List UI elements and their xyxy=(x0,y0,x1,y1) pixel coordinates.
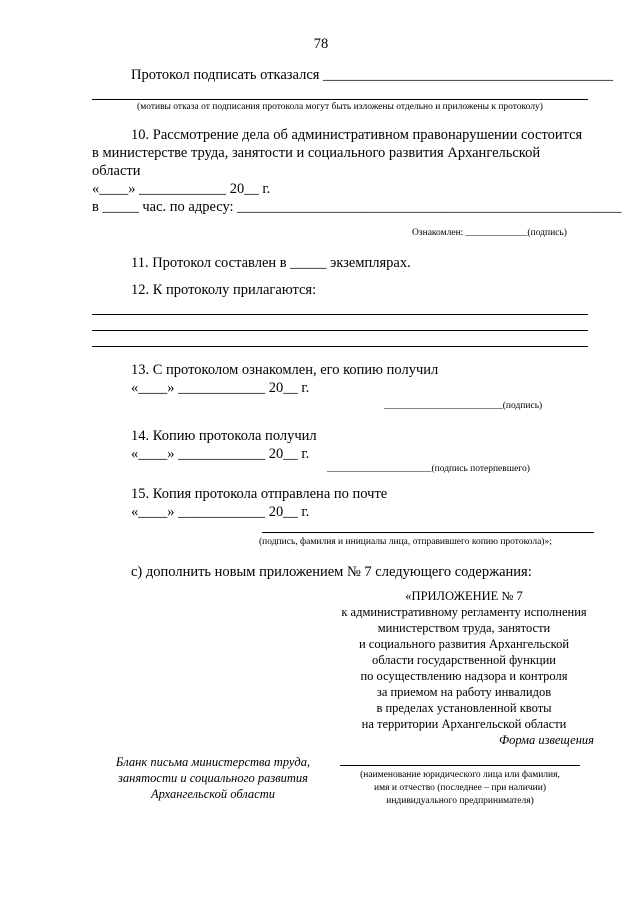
item15-text: 15. Копия протокола отправлена по почте xyxy=(131,486,388,502)
appendix-line: в пределах установленной квоты xyxy=(376,701,552,715)
item10-address: в _____ час. по адресу: _____________________________________________________ xyxy=(92,199,622,215)
item10-line3: области xyxy=(92,163,141,179)
appendix-line: за приемом на работу инвалидов xyxy=(376,685,552,699)
refusal-reason-line xyxy=(92,99,588,100)
refusal-line: Протокол подписать отказался ________________________________________ xyxy=(131,67,614,83)
recipient-line xyxy=(340,765,580,766)
item14-sign: ______________________(подпись потерпевшего) xyxy=(327,464,530,474)
item10-date: «____» ____________ 20__ г. xyxy=(92,181,271,197)
item13-text: 13. С протоколом ознакомлен, его копию получил xyxy=(131,362,439,378)
item10-ack: Ознакомлен: _____________(подпись) xyxy=(412,228,567,238)
attachment-line xyxy=(92,346,588,347)
item14-text: 14. Копию протокола получил xyxy=(131,428,317,444)
letterhead-line: занятости и социального развития xyxy=(118,771,308,785)
recipient-line-text: имя и отчество (последнее – при наличии) xyxy=(374,783,546,793)
appendix-line: области государственной функции xyxy=(372,653,556,667)
appendix-line: к административному регламенту исполнения xyxy=(341,605,587,619)
section-c: с) дополнить новым приложением № 7 следующего содержания: xyxy=(131,564,532,580)
attachment-line xyxy=(92,330,588,331)
recipient-block xyxy=(330,769,590,808)
appendix-block xyxy=(322,588,606,732)
appendix-line: и социального развития Архангельской xyxy=(358,637,570,651)
item15-sign: (подпись, фамилия и инициалы лица, отправившего копию протокола)»; xyxy=(259,537,552,547)
item14-date: «____» ____________ 20__ г. xyxy=(131,446,310,462)
item15-date: «____» ____________ 20__ г. xyxy=(131,504,310,520)
appendix-line: на территории Архангельской области xyxy=(361,717,567,731)
item12: 12. К протоколу прилагаются: xyxy=(131,282,317,298)
form-title: Форма извещения xyxy=(499,733,594,747)
item10-line2: в министерстве труда, занятости и социального развития Архангельской xyxy=(92,145,541,161)
appendix-line: министерством труда, занятости xyxy=(377,621,551,635)
appendix-title: «ПРИЛОЖЕНИЕ № 7 xyxy=(405,589,523,603)
letterhead-line: Бланк письма министерства труда, xyxy=(115,755,311,769)
item11: 11. Протокол составлен в _____ экземплярах. xyxy=(131,255,411,271)
recipient-line-text: индивидуального предпринимателя) xyxy=(386,796,534,806)
letterhead-line: Архангельской области xyxy=(150,787,275,801)
page-number: 78 xyxy=(313,36,329,52)
attachment-line xyxy=(92,314,588,315)
item15-sign-line xyxy=(262,532,594,533)
refusal-note: (мотивы отказа от подписания протокола могут быть изложены отдельно и приложены к протоколу) xyxy=(137,102,543,112)
item13-sign: _________________________(подпись) xyxy=(384,401,543,411)
item10-line1: 10. Рассмотрение дела об административном правонарушении состоится xyxy=(131,127,583,143)
item13-date: «____» ____________ 20__ г. xyxy=(131,380,310,396)
letterhead-block xyxy=(100,754,326,802)
recipient-line-text: (наименование юридического лица или фамилия, xyxy=(360,770,560,780)
appendix-line: по осуществлению надзора и контроля xyxy=(360,669,568,683)
